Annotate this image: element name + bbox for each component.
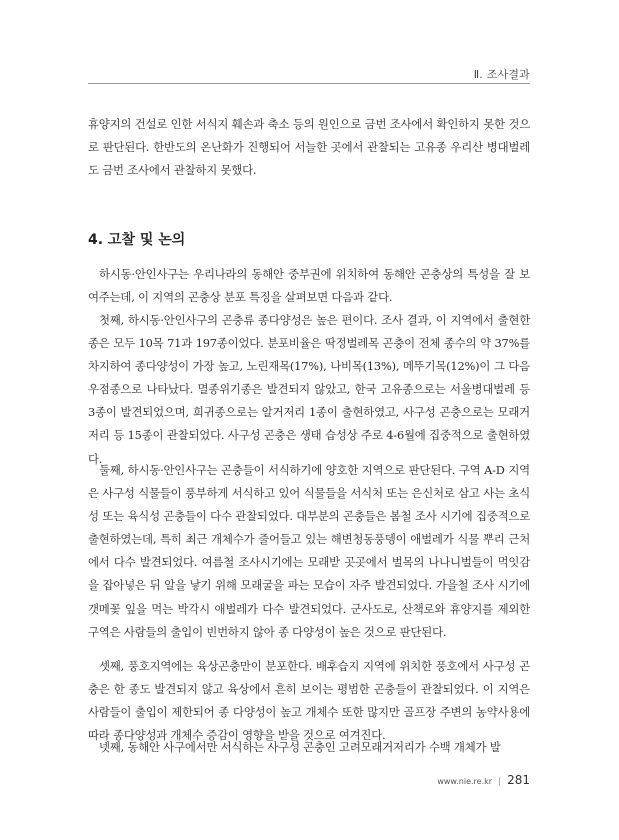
footer bbox=[437, 773, 530, 787]
body-paragraph-3: 둘째, 하시동·안인사구는 곤충들이 서식하기에 양호한 지역으로 판단된다. 구역 A-D 지역은 사구성 식물들이 풍부하게 서식하고 있어 식물들을 서식처 또는 은신처로 삼고 사는 초식성 또는 육식성 곤충들이 다수 관찰되었다. 대부분의 곤충들은 봄철 조사 시기에 집중적으로 출현하였는데, 특히 최근 개체수가 줄어들고 있는 해변청동풍뎅이 애벌레가 식물 뿌리 근처에서 다수 발견되었다. 여름철 조사시기에는 모래받 곳곳에서 벌목의 나나니벌들이 먹잇감을 잡아넣은 뒤 알을 낳기 위해 모래굴을 파는 모습이 자주 발견되었다. 가을철 조사 시기에 갯메꽃 잎을 먹는 박각시 애벌레가 다수 발견되었다. 군사도로, 산책로와 휴양지를 제외한 구역은 사람들의 출입이 빈번하지 않아 종 다양성이 높은 것으로 판단된다. bbox=[88, 463, 530, 639]
body-paragraph-4: 셋째, 풍호지역에는 육상곤충만이 분포한다. 배후습지 지역에 위치한 풍호에서 사구성 곤충은 한 종도 발견되지 않고 육상에서 흔히 보이는 평범한 곤충들이 관찰되었다. 이 지역은 사람들이 출입이 제한되어 종 다양성이 높고 개체수 또한 많지만 골프장 주변의 농약사용에 따라 종다양성과 개체수 증감이 영향을 받을 것으로 여겨진다. bbox=[88, 659, 530, 743]
page-number: 281 bbox=[507, 773, 530, 787]
body-paragraph-1: 하시동·안인사구는 우리나라의 동해안 중부권에 위치하여 동해안 곤충상의 특성을 잘 보여주는데, 이 지역의 곤충상 분포 특징을 살펴보면 다음과 같다. bbox=[88, 267, 530, 305]
body-paragraph-2: 첫째, 하시동·안인사구의 곤충류 종다양성은 높은 편이다. 조사 결과, 이 지역에서 출현한 종은 모두 10목 71과 197종이었다. 분포비율은 딱정벌레목 곤충이 전체 종수의 약 37%를 차지하여 종다양성이 가장 높고, 노린재목(17%), 나비목(13%), 메뚜기목(12%)이 그 다음 우점종으로 나타났다. 멸종위기종은 발견되지 않았고, 한국 고유종으로는 서울병대벌레 등 3종이 발견되었으며, 희귀종으로는 알거저리 1종이 출현하였고, 사구성 곤충으로는 모래거저리 등 15종이 관찰되었다. 사구성 곤충은 생태 습성상 주로 4-6월에 집중적으로 출현하였다. bbox=[88, 313, 530, 466]
header-section-title: Ⅱ. 조사결과 bbox=[473, 68, 530, 81]
footer-separator: | bbox=[498, 777, 502, 787]
header-rule bbox=[88, 83, 530, 84]
body-paragraph-5: 넷째, 동해안 사구에서만 서식하는 사구성 곤충인 고려모래거저리가 수백 개체가 발 bbox=[99, 740, 501, 754]
footer-url: www.nie.re.kr bbox=[437, 777, 493, 786]
intro-paragraph: 휴양지의 건설로 인한 서식지 훼손과 축소 등의 원인으로 금번 조사에서 확인하지 못한 것으로 판단된다. 한반도의 온난화가 진행되어 서늘한 곳에서 관찰되는 고유종 우리산 병대벌레도 금번 조사에서 관찰하지 못했다. bbox=[88, 117, 530, 178]
section-heading: 4. 고찰 및 논의 bbox=[88, 232, 186, 248]
